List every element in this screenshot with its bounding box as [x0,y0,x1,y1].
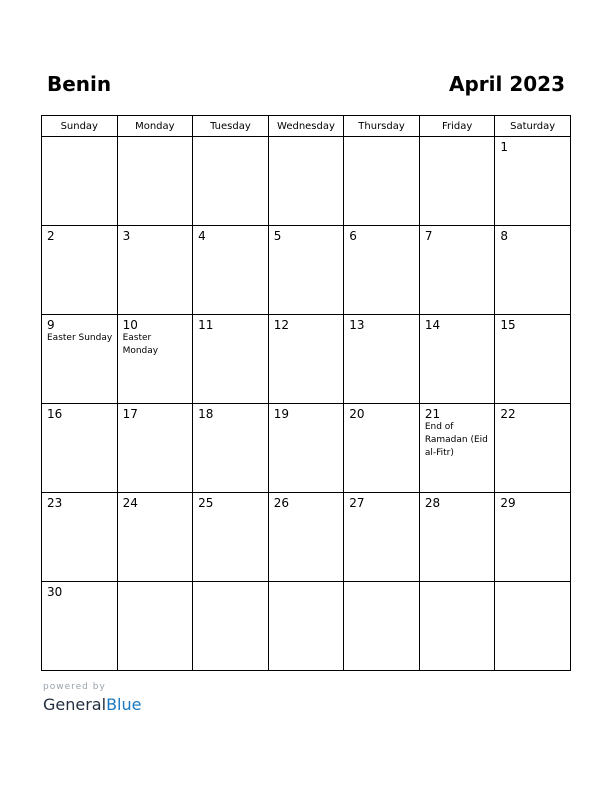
day-cell [42,493,118,582]
week-row [42,582,571,671]
day-cell [419,493,495,582]
day-number: 13 [349,318,365,332]
day-cell [193,404,269,493]
week-row [42,137,571,226]
day-cell [495,582,571,671]
day-cell [495,315,571,404]
holiday-label: End of Ramadan (Eid al-Fitr) [424,422,488,458]
day-number: 5 [273,229,282,243]
day-number: 23 [47,496,63,510]
day-number [118,137,193,140]
day-number [420,582,495,585]
day-number: 27 [349,496,365,510]
generalblue-logo [43,695,141,715]
day-cell [42,137,118,226]
day-cell [268,493,344,582]
day-cell [42,582,118,671]
weekday-header: Thursday [344,116,420,137]
day-cell [344,226,420,315]
day-number: 16 [47,407,63,421]
day-cell [495,404,571,493]
day-number: 1 [500,140,509,154]
day-number: 28 [424,496,441,510]
day-number: 8 [500,229,509,243]
weekday-header: Monday [117,116,193,137]
day-cell [419,404,495,493]
day-cell [42,226,118,315]
day-cell [117,315,193,404]
day-number [193,137,268,140]
day-number: 10 [122,318,138,332]
day-cell [193,315,269,404]
day-number [193,582,268,585]
day-cell [117,137,193,226]
day-cell [193,137,269,226]
day-cell [495,137,571,226]
weekday-header: Saturday [495,116,571,137]
day-number: 17 [122,407,138,421]
day-number [495,582,570,585]
day-number: 2 [47,229,55,243]
day-number: 19 [273,407,289,421]
day-cell [268,226,344,315]
day-cell [344,404,420,493]
day-cell [419,582,495,671]
logo-blue-text: Blue [106,695,142,714]
day-number: 29 [500,496,516,510]
country-title: Benin [47,72,112,96]
day-cell [495,493,571,582]
day-number [42,137,117,140]
weekday-header: Wednesday [268,116,344,137]
day-number: 20 [349,407,365,421]
day-cell [42,315,118,404]
day-cell [344,137,420,226]
week-row [42,493,571,582]
day-cell [419,315,495,404]
day-number: 21 [424,407,441,421]
day-number [344,582,419,585]
day-number: 26 [273,496,289,510]
day-number: 4 [198,229,206,243]
day-cell [495,226,571,315]
logo-general-text: General [43,695,107,714]
week-row [42,404,571,493]
day-number: 3 [122,229,131,243]
day-cell [419,137,495,226]
day-number: 12 [273,318,289,332]
day-cell [117,582,193,671]
day-cell [117,226,193,315]
holiday-label: Easter Monday [122,333,159,356]
day-cell [193,582,269,671]
day-number: 15 [500,318,516,332]
day-cell [268,582,344,671]
month-year-title: April 2023 [449,72,565,96]
day-cell [117,493,193,582]
day-number: 22 [500,407,516,421]
day-number: 18 [198,407,214,421]
day-number: 14 [424,318,441,332]
day-number: 25 [198,496,214,510]
day-cell [268,404,344,493]
day-cell [344,582,420,671]
weekday-header: Sunday [42,116,118,137]
weekday-header: Friday [419,116,495,137]
day-cell [268,315,344,404]
day-number: 6 [349,229,357,243]
weekday-header-row [42,116,571,137]
day-cell [419,226,495,315]
weekday-header: Tuesday [193,116,269,137]
day-number: 11 [198,318,214,332]
day-number: 30 [47,585,63,599]
calendar-grid [41,115,571,671]
day-number [420,137,495,140]
day-number [344,137,419,140]
holiday-label: Easter Sunday [47,333,113,343]
day-number: 24 [122,496,138,510]
week-row [42,315,571,404]
day-number [269,582,344,585]
week-row [42,226,571,315]
brand-footer [43,682,141,715]
day-number [118,582,193,585]
day-cell [117,404,193,493]
day-cell [344,493,420,582]
day-number: 7 [424,229,433,243]
day-number: 9 [47,318,55,332]
day-cell [268,137,344,226]
day-number [269,137,344,140]
powered-by-text: powered by [43,682,106,692]
day-cell [42,404,118,493]
day-cell [193,226,269,315]
day-cell [193,493,269,582]
day-cell [344,315,420,404]
